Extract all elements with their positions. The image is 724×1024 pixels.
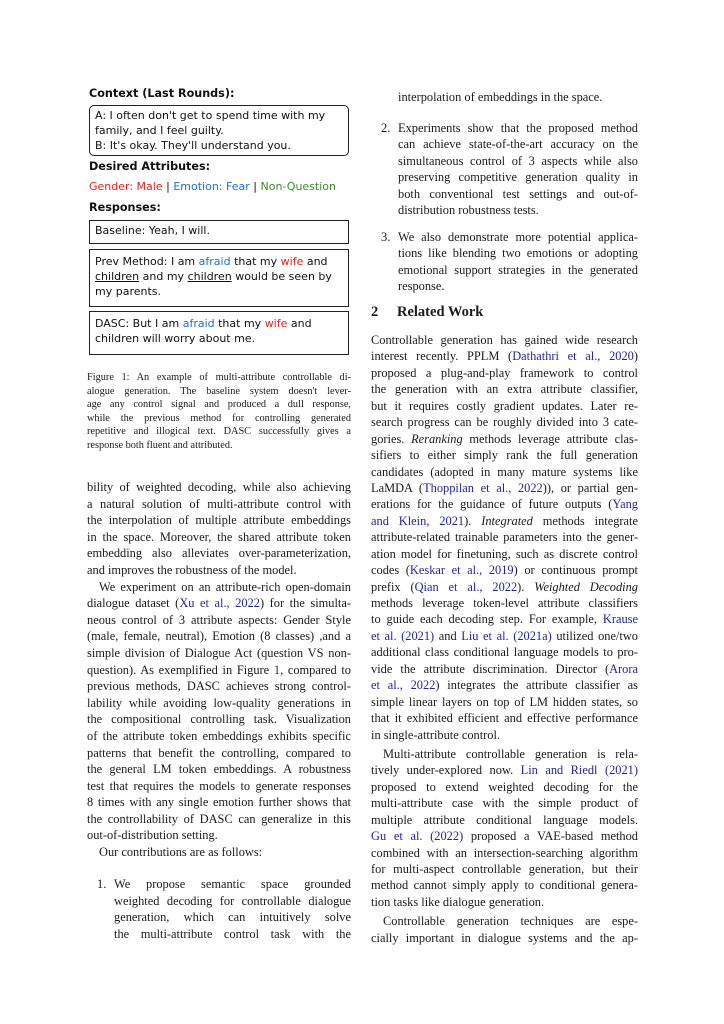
text-line [371,661,638,677]
text-run: simple linear layers on top of LM hidden states, so [371,694,638,709]
text-run: interpolation of embeddings in the space. [398,90,603,104]
response-text: and [303,255,328,268]
text-run: ). [464,513,482,528]
text-line [371,496,638,512]
text-run: in single-attribute control. [371,727,501,742]
contribution-item-1 [87,876,351,942]
text-run: the interpolation of multiple attribute embeddings [87,513,351,528]
text-run: ) or continuous prompt [513,563,638,578]
paragraph [87,479,351,579]
emotion-attribute: Emotion: Fear [173,180,250,193]
text-line [371,877,638,893]
text-line [87,371,351,385]
response-text: Prev Method: I am [95,255,199,268]
text-run: Controllable generation has gained wide research [371,333,638,347]
text-run: Figure 1: An example of multi-attribute controllable di- [87,372,351,383]
text-run: erations for the guidance of future outputs ( [371,497,613,512]
text-line [371,431,638,447]
response-text: my parents. [95,285,162,298]
text-run: We also demonstrate more potential applica- [398,230,638,244]
text-run: lability while avoiding low-quality generations in [87,695,351,710]
left-column-text [87,479,351,861]
text-line [87,479,351,496]
text-run: attribute-related trainable parameters into the gener- [371,530,638,545]
text-line [87,678,351,695]
text-run: embedding also alleviates over-parameterization, [87,546,351,561]
text-run: Controllable generation techniques are espe- [383,914,638,929]
text-line [87,711,351,728]
response-text: and my [139,270,188,283]
attributes-label: Desired Attributes: [89,160,211,173]
text-line [87,595,351,612]
context-label: Context (Last Rounds): [89,87,235,100]
text-run: emotional support strategies in the generated [398,262,638,277]
text-line [371,845,638,861]
text-line [87,662,351,679]
text-line [87,811,351,828]
text-run: Our contributions are as follows: [99,845,263,860]
emotion-word: afraid [182,317,215,330]
text-line [87,778,351,795]
text-run: to guide each decoding step. For example, [371,612,603,627]
citation-link[interactable]: Dathathri et al., 2020 [512,349,634,364]
text-line [371,812,638,828]
text-line [371,414,638,430]
text-run: patterns that benefit the controlling, compared to [87,745,351,760]
text-line [87,728,351,745]
list-number: 1. [97,877,107,891]
text-run: while the previous method for controlling generated [87,412,351,424]
text-line [371,894,638,910]
list-number: 2. [381,121,391,135]
text-line [398,245,638,261]
response-text: that my [214,317,265,330]
text-line [371,694,638,710]
text-line [371,828,638,844]
citation-link[interactable]: Arora [609,661,638,676]
text-line [114,876,351,893]
text-run: method cannot simply apply to conditional genera- [371,878,638,893]
list-item-text [398,120,638,219]
text-run: )), or partial gen- [542,480,638,495]
text-line [371,595,638,611]
text-run: , compared to [280,662,352,677]
figure-caption [87,371,351,453]
text-run: weighted decoding for controllable dialogue [114,893,351,908]
text-run: that it exhibited efficient and effective performance [371,711,638,726]
text-line [114,926,351,943]
response-text: that my [230,255,281,268]
list-item-text [398,229,638,295]
text-line [87,512,351,529]
text-line [398,153,638,169]
paragraph [87,844,351,861]
response-text: children will worry about me. [95,332,256,345]
text-run: generation, which can intuitively solve [114,910,351,925]
text-run: question). As exemplified in Figure [87,662,274,677]
context-line: family, and I feel guilty. [95,124,224,137]
text-run: can achieve state-of-the-art accuracy on the [398,137,638,152]
section-heading [371,304,638,321]
text-run: but it requires costly gradient updates. Later re- [371,398,638,413]
text-run: tions like blending two emotions or adopting [398,246,638,261]
text-run: simple division of Dialogue Act (question VS non- [87,645,351,660]
response-text: would be seen by [231,270,332,283]
text-line [371,332,638,348]
text-run: methods integrate [532,513,638,528]
text-line [87,628,351,645]
separator: | [166,180,170,193]
text-run: search progress can be roughly divided into 3 cate- [371,415,638,430]
text-line [398,136,638,152]
paragraph [371,332,638,743]
text-line [371,628,638,644]
baseline-response-box [89,220,349,244]
list-item-text [398,89,638,105]
citation-link[interactable]: Keskar et al., 2019 [409,563,514,578]
text-line [371,710,638,726]
text-line [398,202,638,218]
citation-link[interactable]: et al. (2021) [371,628,435,643]
text-line [398,186,638,202]
text-line [87,579,351,596]
text-run: cially important in dialogue systems and the ap- [371,930,638,945]
citation-link[interactable]: and Klein, 2021 [371,513,465,528]
text-line [371,644,638,660]
text-run: proposed a plug-and-play framework to control [371,365,638,380]
text-line [398,262,638,278]
text-run: neous control of 3 attribute aspects: Gender Style [87,612,351,627]
text-line [398,278,638,294]
text-run: repetitive and illogical text. DASC successfully gives a [87,426,351,438]
text-line [87,412,351,426]
text-line [371,861,638,877]
text-run: simultaneous control of 3 aspects while also [398,153,638,168]
text-line [371,365,638,381]
text-run: sifiers to either simply rank the full generation [371,448,638,463]
text-run: both conventional test settings and out-of- [398,186,638,201]
text-line [371,513,638,529]
text-run: the general LM token embeddings. A robustness [87,762,351,777]
text-line [371,562,638,578]
text-line [114,909,351,926]
citation-link[interactable]: Gu et al. (2022) [371,829,464,844]
citation-link[interactable]: Yang [612,497,638,512]
text-line [87,761,351,778]
text-line [398,120,638,136]
responses-label: Responses: [89,201,161,214]
text-line [87,425,351,439]
text-run: (male, female, neutral), Emotion (8 classes) ,and a [87,629,351,644]
text-line [371,381,638,397]
text-line [371,529,638,545]
text-run: Multi-attribute controllable generation is rela- [383,746,638,761]
italic-term: Reranking [411,431,463,446]
text-run: interest recently. PPLM ( [371,349,513,364]
contribution-item-1-continued [371,89,638,105]
contribution-item-2 [371,120,638,219]
text-run: proposed to extend weighted decoding for the [371,779,638,794]
text-run: candidates (adopted in many mature systems like [371,464,638,479]
text-line [371,579,638,595]
text-run: ) [633,349,638,364]
repeated-word: children [95,270,140,283]
paragraph [371,913,638,946]
citation-link[interactable]: Krause [602,612,638,627]
citation-link[interactable]: et al., 2022 [371,678,436,693]
text-run: and [434,628,462,643]
text-run: the generation with an extra attribute classifier, [371,382,638,397]
response-text: and [287,317,312,330]
text-run: out-of-distribution setting. [87,828,218,843]
act-attribute: Non-Question [260,180,336,193]
right-column-text [371,332,638,946]
text-run: bility of weighted decoding, while also achieving [87,480,351,494]
context-box [89,105,349,156]
text-run: prefix ( [371,579,415,594]
text-run: distribution robustness tests. [398,203,539,218]
text-line [371,930,638,946]
citation-link[interactable]: 1 [273,662,281,677]
text-line [87,562,351,579]
text-run: We experiment on an attribute-rich open-domain [99,579,351,594]
baseline-response: Baseline: Yeah, I will. [95,224,210,237]
attributes-list [89,180,336,193]
text-line [87,695,351,712]
paragraph [371,746,638,910]
text-line [371,795,638,811]
response-text: DASC: But I am [95,317,183,330]
text-run: tively under-explored now. [371,763,521,778]
text-line [371,762,638,778]
text-line [87,612,351,629]
text-run: additional class conditional language models to pro- [371,645,638,660]
text-line [87,794,351,811]
text-line [87,645,351,662]
text-run: alogue generation. The baseline system doesn't lever- [87,385,351,397]
text-run: combined with an intersection-searching algorithm [371,845,638,860]
text-run: age any control signal and produced a dull response, [87,399,351,411]
text-line [87,398,351,412]
citation-link[interactable]: Xu et al., 2022 [179,596,260,611]
citation-link[interactable]: Liu et al. (2021a) [461,628,552,643]
text-run: methods leverage attribute clas- [462,431,638,446]
context-line: B: It's okay. They'll understand you. [95,139,291,152]
text-run: tion tasks like dialogue generation. [371,894,545,909]
text-run: LaMDA ( [371,480,424,495]
text-run: 8 times with any single emotion further shows that [87,795,351,810]
text-line [371,746,638,762]
paragraph [87,579,351,845]
text-run: test that requires the models to generate responses [87,778,351,793]
section-title: Related Work [397,304,484,320]
italic-term: Weighted Decoding [534,579,638,594]
text-run: preserving competitive generation quality in [398,170,638,185]
text-line [371,727,638,743]
citation-link[interactable]: Qian et al., 2022 [414,579,518,594]
text-line [371,464,638,480]
text-line [87,745,351,762]
text-run: in the space. Moreover, the shared attribute token [87,529,351,544]
text-line [371,348,638,364]
text-run: ) integrates the attribute classifier as [435,678,639,693]
list-number: 3. [381,230,391,244]
text-line [87,844,351,861]
text-line [371,913,638,929]
list-item-text [114,876,351,942]
text-line [371,480,638,496]
text-run: ation model for finetuning, such as discrete control [371,546,638,561]
text-run: previous methods, DASC achieves strong control- [87,679,351,694]
dasc-response-box [89,311,349,355]
text-line [371,779,638,795]
text-line [371,398,638,414]
text-line [114,893,351,910]
text-line [371,447,638,463]
text-run: response. [398,279,445,294]
text-run: a natural solution of multi-attribute control with [87,496,351,511]
text-run: the controllability of DASC can generalize in this [87,811,351,826]
repeated-word: children [187,270,232,283]
italic-term: Integrated [481,513,533,528]
text-line [87,385,351,399]
separator: | [253,180,257,193]
text-run: multi-attribute case with the simple product of [371,796,638,811]
text-run: We propose semantic space grounded [114,877,351,891]
text-line [371,611,638,627]
text-run: vide the attribute discrimination. Director ( [371,661,610,676]
text-line [398,169,638,185]
text-run: gories. [371,431,412,446]
text-line [371,677,638,693]
text-line [398,89,638,105]
contribution-item-3 [371,229,638,295]
text-run: for multi-aspect controllable generation, but their [371,862,638,876]
text-run: response both fluent and attributed. [87,439,233,451]
context-line: A: I often don't get to spend time with my [95,109,326,122]
text-run: of the attribute token embeddings exhibits specific [87,728,351,743]
text-line [87,529,351,546]
text-run: the multi-attribute control task with the [114,926,351,941]
text-line [87,827,351,844]
gender-attribute: Gender: Male [89,180,163,193]
text-run: ). [517,579,535,594]
text-line [87,439,351,453]
text-run: and improves the robustness of the model. [87,562,297,577]
text-line [371,546,638,562]
prev-method-response-box [89,249,349,307]
section-number: 2 [371,304,379,320]
text-line [87,545,351,562]
gender-word: wife [280,255,304,268]
citation-link[interactable]: Lin and Riedl (2021) [520,763,638,778]
emotion-word: afraid [198,255,231,268]
text-line [398,229,638,245]
text-run: proposed a VAE-based method [463,829,638,844]
text-run: methods leverage token-level attribute classifiers [371,596,638,610]
text-run: multiple attribute conditional language models. [371,812,638,827]
text-run: dialogue dataset ( [87,596,180,611]
text-run: codes ( [371,563,410,578]
text-line [87,496,351,513]
gender-word: wife [264,317,288,330]
text-run: the compositional controlling task. Visualization [87,712,351,727]
text-run: Experiments show that the proposed method [398,121,638,135]
text-run: utilized one/two [551,628,638,643]
text-run: ) for the simulta- [260,596,351,611]
citation-link[interactable]: Thoppilan et al., 2022 [423,480,543,495]
